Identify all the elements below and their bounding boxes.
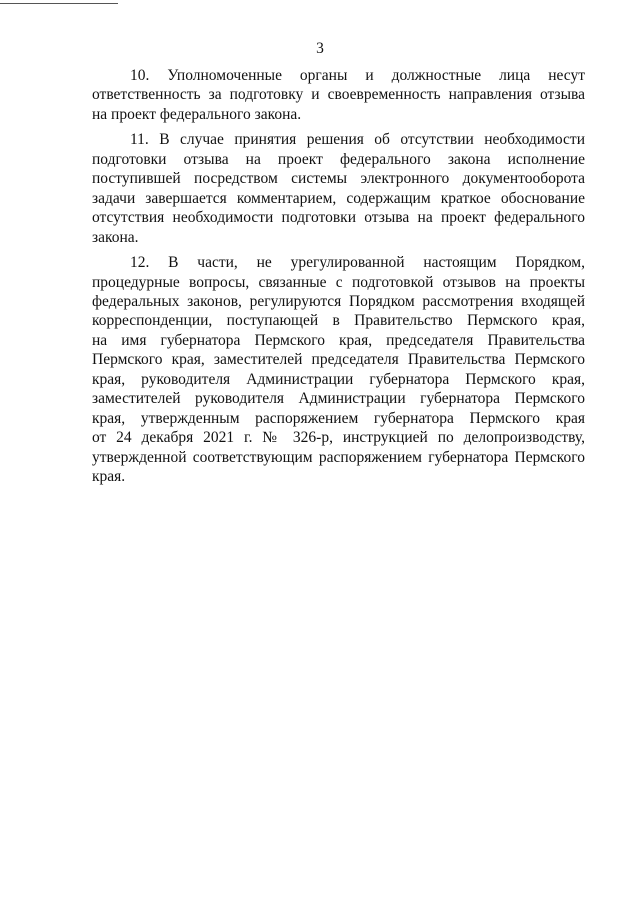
- page-number: 3: [316, 40, 324, 57]
- paragraph-line: 12. В части, не урегулированной настоящим Порядком,: [130, 254, 585, 272]
- paragraph-12: [92, 253, 585, 486]
- paragraph-line: 10. Уполномоченные органы и должностные лица несут: [130, 67, 585, 84]
- paragraph-line: от 24 декабря 2021 г. № 326-р, инструкцией по делопроизводству,: [92, 429, 585, 447]
- paragraph-line: отсутствия необходимости подготовки отзыва на проект федерального: [92, 209, 585, 227]
- paragraph-10: [92, 66, 585, 124]
- paragraph-line: подготовки отзыва на проект федерального закона исполнение: [92, 150, 585, 168]
- document-body: [92, 66, 585, 493]
- paragraph-line: задачи завершается комментарием, содержащим краткое обоснование: [92, 189, 585, 207]
- paragraph-line: корреспонденции, поступающей в Правительство Пермского края,: [92, 312, 585, 330]
- paragraph-line: поступившей посредством системы электронного документооборота: [92, 170, 585, 188]
- paragraph-line: края, руководителя Администрации губернатора Пермского края,: [92, 370, 585, 388]
- paragraph-line: процедурные вопросы, связанные с подготовкой отзывов на проекты: [92, 273, 585, 291]
- paragraph-line: края.: [92, 468, 126, 486]
- paragraph-line: края, утвержденным распоряжением губернатора Пермского края: [92, 409, 585, 427]
- paragraph-11: [92, 130, 585, 247]
- scan-edge-line: [0, 3, 118, 4]
- paragraph-line: Пермского края, заместителей председателя Правительства Пермского: [92, 351, 585, 369]
- paragraph-line: утвержденной соответствующим распоряжением губернатора Пермского: [92, 448, 585, 466]
- paragraph-line: 11. В случае принятия решения об отсутствии необходимости: [130, 131, 585, 149]
- paragraph-line: заместителей руководителя Администрации губернатора Пермского: [92, 390, 585, 408]
- paragraph-line: федеральных законов, регулируются Порядком рассмотрения входящей: [92, 292, 585, 310]
- paragraph-line: на имя губернатора Пермского края, председателя Правительства: [92, 331, 585, 349]
- paragraph-line: закона.: [92, 228, 139, 246]
- paragraph-line: ответственность за подготовку и своевременность направления отзыва: [92, 86, 585, 104]
- paragraph-line: на проект федерального закона.: [92, 105, 302, 123]
